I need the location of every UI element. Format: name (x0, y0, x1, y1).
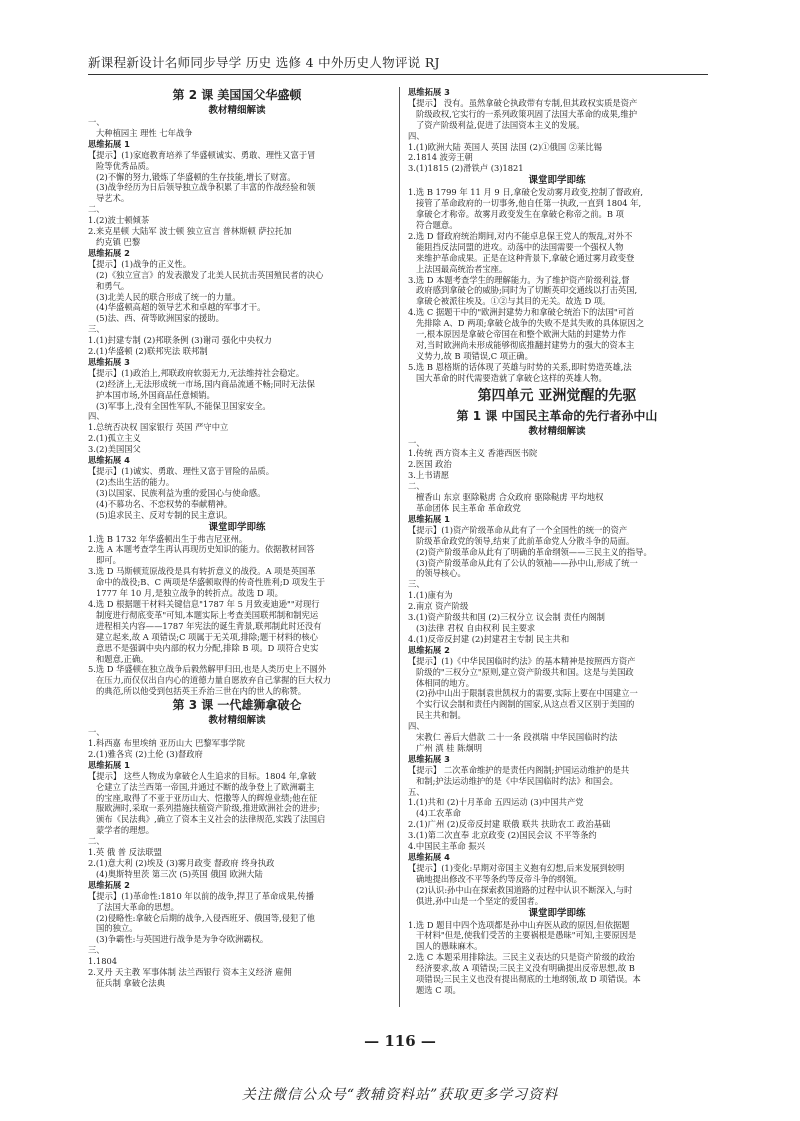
text-line-indented: 即可。 (96, 555, 121, 566)
text-line: 3.(2)美国国父 (88, 444, 141, 455)
text-line: 四、 (408, 721, 425, 732)
text-line-indented: 颁布《民法典》,确立了资本主义社会的法律规范,实践了法国启 (96, 814, 326, 825)
text-line-indented: 革命团体 民主革命 革命政党 (416, 503, 521, 513)
text-line: 【提示】 没有。虽然拿破仑执政带有专制,但其政权实质是资产 (408, 97, 638, 108)
text-line-indented: 的宝座,取得了不亚于亚历山大、恺撒等人的辉煌业绩;他在征 (96, 792, 318, 803)
text-line: 三、 (88, 945, 105, 956)
section-heading: 课堂即学即练 (528, 907, 586, 919)
text-line: 2.(1)雅各宾 (2)土伦 (3)督政府 (88, 748, 203, 759)
text-line-indented: 拿破仑被派往埃及。①②与其目的无关。故选 D 项。 (416, 296, 611, 307)
column-divider (399, 87, 400, 1007)
text-line: 3.(1)第二次直奉 北京政变 (2)国民会议 不平等条约 (408, 830, 597, 841)
text-line: 1.(1)欧洲大陆 英国人 英国 法国 (2)①俄国 ②莱比锡 (408, 141, 602, 152)
text-line-indented: 经济要求,故 A 项错误;三民主义没有明确提出反帝思想,故 B (416, 963, 635, 974)
text-line-indented: 檀香山 东京 驱除鞑虏 合众政府 驱除鞑虏 平均地权 (416, 492, 604, 503)
text-line: 【提示】 这些人物成为拿破仑人生追求的目标。1804 年,拿破 (88, 770, 317, 781)
text-line-indented: 能阻挡反法同盟的进攻。动荡中的法国需要一个强权人物 (416, 241, 624, 252)
text-line-indented: 征兵制 拿破仑法典 (96, 977, 166, 988)
lesson-title: 第 2 课 美国国父华盛顿 (172, 88, 302, 102)
text-line-indented: 建立起来,故 A 项错误;C 项属于无关项,排除;题干材料的核心 (96, 631, 318, 642)
text-line-indented: (3)资产阶级革命从此有了公认的领袖——孙中山,形成了统一 (416, 557, 638, 568)
text-line: 【提示】 二次革命维护的是责任内阁制;护国运动维护的是共 (408, 764, 630, 775)
text-line-indented: 仑建立了法兰西第一帝国,并通过不断的战争登上了欧洲霸主 (96, 781, 315, 792)
text-line: 2.1814 波旁王朝 (408, 152, 473, 163)
text-line-indented: 国的独立。 (96, 923, 138, 934)
text-line-indented: 了法国大革命的思想。 (96, 901, 179, 912)
text-line: 【提示】(1)诚实、勇敢、理性又富于冒险的品质。 (88, 466, 274, 476)
text-line-indented: 义势力,故 B 项错误,C 项正确。 (416, 350, 533, 361)
unit-title: 第四单元 亚洲觉醒的先驱 (477, 387, 637, 404)
text-line-indented: (2)杰出生活的能力。 (96, 476, 175, 487)
text-line: 3.选 D 本题考查学生的理解能力。为了维护资产阶级利益,督 (408, 274, 630, 285)
text-line-indented: 接管了革命政府的一切事务,他自任第一执政,一直到 1804 年, (416, 198, 642, 209)
text-line-indented: (3)以国家、民族利益为重的爱国心与使命感。 (96, 487, 266, 498)
text-line: 1.传统 西方资本主义 香港西医书院 (408, 448, 538, 459)
text-line: 1.科西嘉 布里埃纳 亚历山大 巴黎军事学院 (88, 738, 245, 749)
text-line: 【提示】(1)政治上,邦联政府软弱无力,无法维持社会稳定。 (88, 367, 305, 378)
text-line: 2.(1)意大利 (2)埃及 (3)雾月政变 督政府 终身执政 (88, 858, 275, 868)
text-line-indented: 了资产阶级利益,促进了法国资本主义的发展。 (416, 119, 585, 130)
text-line: 【提示】(1)革命性:1810 年以前的战争,捍卫了革命成果,传播 (88, 890, 315, 901)
text-line: 1.(1)封建专制 (2)邦联条例 (3)谢司 强化中央权力 (88, 335, 272, 346)
text-line-indented: 个实行议会制和责任内阁制的国家,从这点看又区别于美国的 (416, 699, 635, 710)
text-line-indented: 国人的愚昧麻木。 (416, 941, 483, 952)
text-line: 5.选 D 华盛顿在独立战争后毅然解甲归田,也是人类历史上不圆外 (88, 664, 327, 675)
extension-heading: 思维拓展 2 (88, 247, 130, 258)
text-line: 2.南京 资产阶级 (408, 601, 469, 612)
text-line: 1.英 俄 普 反法联盟 (88, 847, 162, 858)
text-line: 2.选 A 本题考查学生再认再现历史知识的能力。依据教材回答 (88, 544, 315, 555)
text-line: 4.(1)反帝反封建 (2)封建君主专制 民主共和 (408, 633, 570, 644)
text-line: 【提示】(1)变化:早期对帝国主义抱有幻想,后来发展到较明 (408, 862, 625, 873)
text-line: 一、 (408, 437, 425, 448)
text-line: 【提示】(1)家庭教育培养了华盛顿诚实、勇敢、理性又富于冒 (88, 149, 316, 160)
text-line: 1.选 B 1732 年华盛顿出生于弗吉尼亚州。 (88, 533, 248, 544)
text-line-indented: 阶级革命政党的领导,结束了此前革命党人分散斗争的局面。 (416, 535, 635, 546)
text-line-indented: 拿破仑才称帝。故雾月政变发生在拿破仑称帝之前。B 项 (416, 209, 624, 220)
text-line-indented: 对,当时欧洲尚未形成能够彻底推翻封建势力的强大的资本主 (416, 339, 635, 350)
text-line: 二、 (408, 481, 425, 492)
text-line-indented: (2)《独立宣言》的发表激发了北美人民抗击英国殖民者的决心 (96, 269, 324, 280)
running-header: 新课程新设计名师同步导学 历史 选修 4 中外历史人物评说 RJ (88, 52, 708, 75)
text-line-indented: 命中的战役;B、C 两项是华盛顿取得的传奇性胜利;D 项发生于 (96, 577, 326, 588)
text-line-indented: (2)认识:孙中山在探索救国道路的过程中认识不断深入,与时 (416, 884, 633, 895)
footer-watermark: 关注微信公众号“教辅资料站”获取更多学习资料 (241, 1087, 559, 1103)
text-line-indented: 护本国市场,外国商品任意倾销。 (96, 389, 215, 400)
text-line-indented: 制度进行彻底变革"可知,本题实际上考查美国联邦制和制宪运 (96, 609, 319, 620)
section-heading: 教材精细解读 (208, 105, 266, 116)
section-heading: 教材精细解读 (208, 715, 266, 727)
text-line: 2.(1)华盛顿 (2)联邦宪法 联邦制 (88, 346, 208, 357)
text-line-indented: (5)追求民主、反对专制的民主意识。 (96, 509, 233, 520)
text-line: 5.选 B 恩格斯的话体现了英雄与时势的关系,即时势造英雄,法 (408, 361, 632, 372)
text-line-indented: 俱进,孙中山是一个坚定的爱国者。 (416, 895, 544, 906)
section-heading: 教材精细解读 (528, 425, 586, 437)
text-line-indented: 服欧洲时,采取一系列措施扶植资产阶级,推进欧洲社会的进步; (96, 803, 320, 814)
text-line-indented: (2)不懈的努力,锻炼了华盛顿的生存技能,增长了财富。 (96, 171, 296, 182)
text-line: 1.(1)共和 (2)十月革命 五四运动 (3)中国共产党 (408, 797, 584, 808)
text-line-indented: 和勇气。 (96, 280, 130, 291)
text-line: 【提示】(1)《中华民国临时约法》的基本精神是按照西方资产 (408, 655, 636, 666)
text-line-indented: 和制;护法运动维护的是《中华民国临时约法》和国会。 (416, 775, 618, 786)
text-line-indented: 体相同的地方。 (416, 677, 475, 688)
text-line-indented: (3)法律 君权 自由权利 民主要求 (416, 622, 536, 633)
lesson-title: 第 3 课 一代雄狮拿破仑 (172, 698, 302, 713)
extension-heading: 思维拓展 1 (88, 138, 130, 149)
text-line-indented: 宋教仁 善后大借款 二十一条 段祺瑞 中华民国临时约法 (416, 732, 618, 743)
text-line-indented: 项错误;三民主义也没有提出彻底的土地纲领,故 D 项错误。本 (416, 974, 641, 985)
text-line: 3.选 D 马斯顿荒原战役是具有转折意义的战役。A 项是英国革 (88, 566, 316, 577)
text-line-indented: 阶级政权,它实行的一系列政策巩固了法国大革命的成果,维护 (416, 108, 637, 119)
text-line-indented: 的典范,所以他受到包括英王乔治三世在内的世人的称赞。 (96, 686, 307, 697)
text-line-indented: (3)争霸性:与英国进行战争是为争夺欧洲霸权。 (96, 934, 269, 945)
extension-heading: 思维拓展 3 (88, 356, 130, 367)
text-line: 四、 (408, 130, 425, 141)
section-heading: 课堂即学即练 (528, 175, 586, 187)
text-line: 3.(1)资产阶级共和国 (2)三权分立 议会制 责任内阁制 (408, 612, 605, 623)
text-line-indented: 一,根本原因是拿破仑帝国在和整个欧洲大陆的封建势力作 (416, 329, 627, 340)
text-line-indented: (3)战争经历为日后领导独立战争积累了丰富的作战经验和领 (96, 182, 316, 193)
text-line-indented: 符合题意。 (416, 219, 458, 230)
extension-heading: 思维拓展 1 (88, 759, 130, 770)
section-heading: 课堂即学即练 (208, 521, 266, 533)
text-line-indented: 国大革命的时代需要造就了拿破仑这样的英雄人物。 (416, 372, 607, 383)
text-line-indented: 进程相关内容——1787 年宪法的诞生背景,联邦制此时还没有 (96, 620, 322, 631)
text-line: 1.(2)波士顿倾茶 (88, 215, 150, 226)
text-line: 4.选 C 据题干中的"欧洲封建势力和拿破仑统治下的法国"可首 (408, 307, 635, 318)
left-column (88, 87, 386, 1007)
text-line-indented: 先排除 A、D 两项;拿破仑战争的失败不是其失败的具体原因之 (416, 318, 645, 329)
text-line-indented: (3)军事上,没有全国性军队,不能保卫国家安全。 (96, 400, 271, 411)
text-line: 2.(1)广州 (2)反帝反封建 联俄 联共 扶助农工 政治基础 (408, 819, 611, 830)
text-line: 三、 (408, 579, 425, 590)
extension-heading: 思维拓展 2 (408, 644, 450, 655)
text-line: 1.选 B 1799 年 11 月 9 日,拿破仑发动雾月政变,控制了督政府, (408, 187, 643, 198)
page-number: — 116 — (364, 1032, 436, 1050)
right-column (408, 87, 706, 1007)
extension-heading: 思维拓展 3 (408, 87, 450, 97)
text-line: 3.上书请愿 (408, 470, 450, 481)
text-line-indented: 导艺术。 (96, 193, 130, 204)
text-line: 2.选 C 本题采用排除法。三民主义表达的只是资产阶级的政治 (408, 952, 635, 963)
text-line-indented: (4)工农革命 (416, 808, 461, 819)
text-line: 1.(1)康有为 (408, 590, 453, 601)
text-line: 2.选 D 督政府统治期间,对内不能卓息保王党人的叛乱,对外不 (408, 230, 633, 241)
text-line-indented: (2)侵略性:拿破仑后期的战争,入侵西班牙、俄国等,侵犯了他 (96, 912, 315, 923)
text-line-indented: 大种植园主 理性 七年战争 (96, 127, 193, 138)
text-line: 二、 (88, 204, 105, 215)
text-line: 二、 (88, 836, 105, 847)
text-line: 三、 (88, 324, 105, 335)
text-line-indented: 约克镇 巴黎 (96, 236, 141, 247)
text-line-indented: (3)北美人民的联合形成了统一的力量。 (96, 291, 241, 302)
text-line: 2.叉丹 天主教 军事体制 法兰西银行 资本主义经济 雇佣 (88, 967, 292, 978)
text-line-indented: 蒙学者的理想。 (96, 825, 155, 836)
text-line-indented: (4)华盛顿高超的领导艺术和卓越的军事才干。 (96, 302, 266, 313)
text-line: 四、 (88, 411, 105, 422)
text-line-indented: 来维护革命成果。正是在这种背景下,拿破仑通过雾月政变登 (416, 252, 635, 263)
text-line: 1.总统否决权 国家银行 英国 严守中立 (88, 422, 229, 433)
lesson-title: 第 1 课 中国民主革命的先行者孙中山 (456, 408, 658, 423)
text-line-indented: (2)资产阶级革命从此有了明确的革命纲领——三民主义的指导。 (416, 546, 652, 557)
text-line: 2.(1)孤立主义 (88, 433, 141, 444)
extension-heading: 思维拓展 2 (88, 879, 130, 890)
text-line-indented: 干材料"但是,使我们受苦的主要祸根是愚昧"可知,主要原因是 (416, 930, 637, 941)
text-line-indented: (2)经济上,无法形成统一市场,国内商品流通不畅;同时无法保 (96, 378, 315, 389)
text-line-indented: 意思不是强调中央内部的权力分配,排除 B 项。D 项符合史实 (96, 642, 319, 653)
text-line: 4.选 D 根据题干材料关键信息"1787 年 5 月致麦迪逊""对现行 (88, 598, 320, 609)
text-line-indented: 的领导核心。 (416, 568, 466, 579)
text-line-indented: 政府感到拿破仑的威胁;同时为了切断英印交通线以打击英国, (416, 285, 638, 296)
text-line-indented: 在压力,而仅仅出自内心的道德力量自愿放弃自己掌握的巨大权力 (96, 675, 331, 686)
text-line-indented: 民主共和制。 (416, 710, 466, 721)
text-line: 1.选 D 题目中四个选项都是孙中山弃医从政的原因,但依据题 (408, 919, 630, 930)
text-line-indented: 题选 C 项。 (416, 984, 461, 995)
text-line-indented: 阶级的"三权分立"原则,建立资产阶级共和国。这是与美国政 (416, 666, 634, 677)
text-line-indented: 险等优秀品质。 (96, 160, 155, 171)
text-line-indented: (4)奥斯特里茨 第三次 (5)英国 俄国 欧洲大陆 (96, 868, 263, 879)
extension-heading: 思维拓展 4 (88, 455, 130, 466)
text-line: 一、 (88, 117, 105, 127)
extension-heading: 思维拓展 3 (408, 753, 450, 764)
text-line: 【提示】(1)资产阶级革命从此有了一个全国性的统一的资产 (408, 524, 628, 535)
text-line-indented: 广州 滇 桂 陈炯明 (416, 742, 482, 753)
extension-heading: 思维拓展 4 (408, 852, 450, 862)
text-line-indented: 和题意,正确。 (96, 653, 149, 664)
text-line: 2.来克星顿 大陆军 波士顿 独立宣言 普林斯顿 萨拉托加 (88, 226, 292, 237)
text-line-indented: (4)不慕功名、不恋权势的奉献精神。 (96, 498, 233, 509)
text-line-indented: (5)法、西、荷等欧洲国家的援助。 (96, 313, 224, 324)
extension-heading: 思维拓展 1 (408, 513, 450, 524)
text-line: 【提示】(1)战争的正义性。 (88, 258, 192, 269)
text-line-indented: 上法国最高统治者宝座。 (416, 263, 508, 274)
text-line: 3.(1)1815 (2)滑铁卢 (3)1821 (408, 163, 524, 174)
text-line-indented: 确地提出修改不平等条约等反帝斗争的纲领。 (416, 873, 582, 884)
text-line: 1.1804 (88, 956, 118, 967)
text-line: 2.医国 政治 (408, 459, 452, 470)
text-line-indented: (2)孙中山出于限制袁世凯权力的需要,实际上要在中国建立一 (416, 688, 638, 699)
text-line: 4.中国民主革命 振兴 (408, 841, 485, 852)
text-line: 五、 (408, 786, 425, 797)
text-line-indented: 1777 年 10 月,是独立战争的转折点。故选 D 项。 (96, 588, 283, 599)
text-line: 一、 (88, 727, 105, 738)
